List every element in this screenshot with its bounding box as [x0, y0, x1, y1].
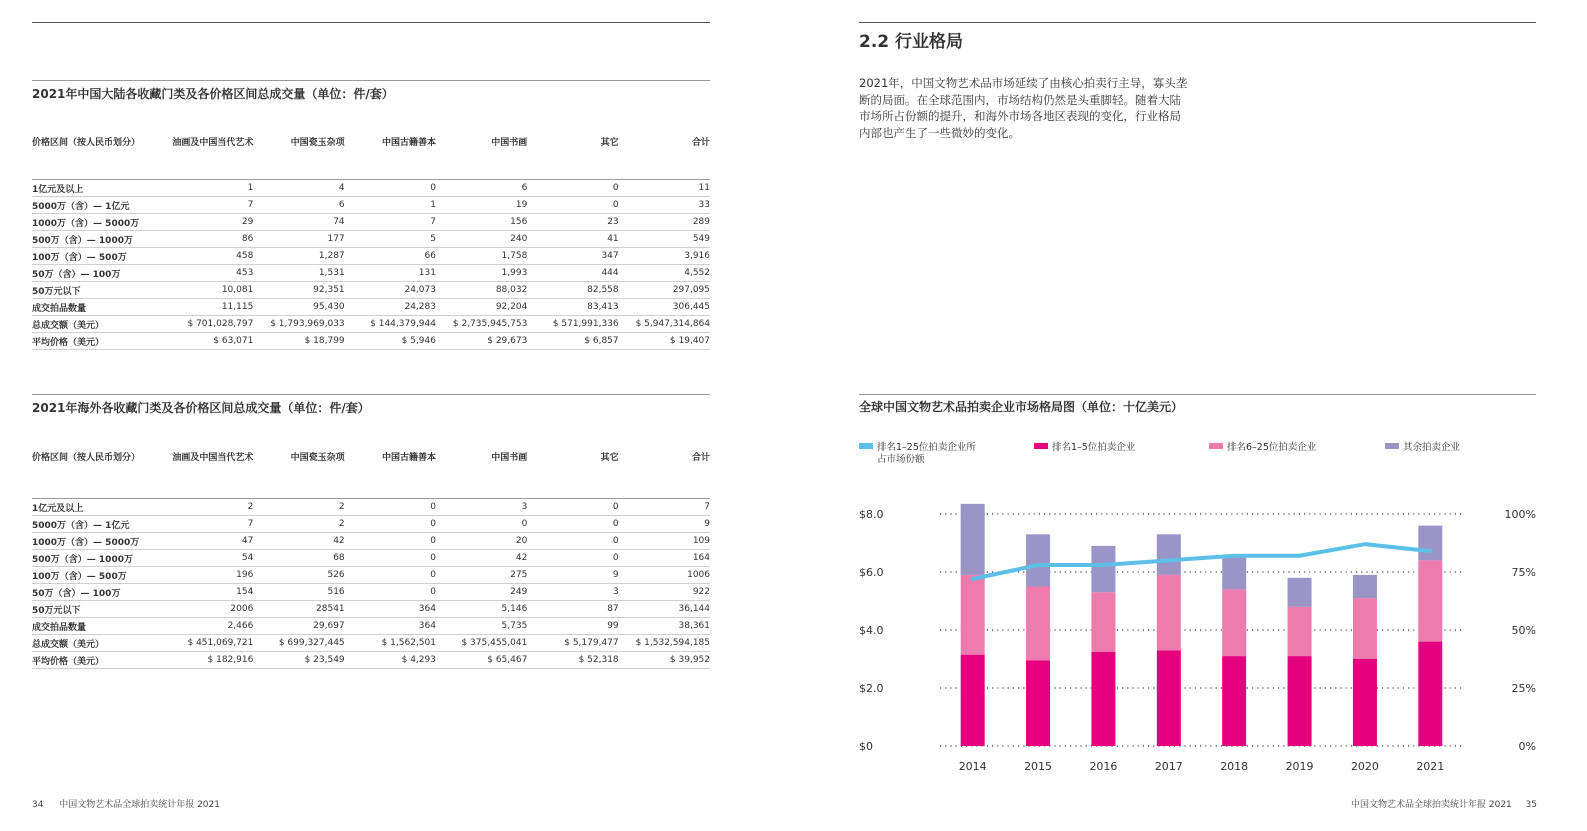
table1-rule [32, 80, 710, 81]
chart-rule [859, 394, 1536, 395]
table-cell: 0 [527, 516, 618, 533]
page-number-right: 35 [1525, 800, 1537, 810]
bar-segment [1418, 560, 1442, 641]
y2-tick-label: 100% [1504, 508, 1536, 521]
table-cell: 41 [527, 231, 618, 248]
table-row [32, 197, 710, 214]
table-row [32, 316, 710, 333]
table2-header-3: 中国古籍善本 [381, 453, 436, 463]
table-cell: 164 [619, 550, 710, 567]
table-cell: 364 [345, 618, 436, 635]
table-cell: 99 [527, 618, 618, 635]
x-tick-label: 2020 [1350, 760, 1379, 773]
table-cell: 177 [253, 231, 344, 248]
legend-swatch [1209, 443, 1223, 449]
table-row [32, 248, 710, 265]
table-cell: 7 [162, 516, 253, 533]
table-cell: $ 6,857 [527, 333, 618, 350]
body-paragraph: 2021年，中国文物艺术品市场延续了由核心拍卖行主导，寡头垄断的局面。在全球范围内，市场结构仍然是头重脚轻。随着大陆市场所占份额的提升，和海外市场各地区表现的变化，行业格局内部也产生了一些微妙的变化。 [859, 76, 1188, 140]
table-cell: 154 [162, 584, 253, 601]
table-cell: 526 [253, 567, 344, 584]
table-cell: 0 [345, 567, 436, 584]
table-cell: $ 1,562,501 [345, 635, 436, 652]
table1 [32, 135, 710, 350]
table-cell: 0 [527, 197, 618, 214]
table-cell: 83,413 [527, 299, 618, 316]
table-cell: $ 701,028,797 [162, 316, 253, 333]
table-cell: 4 [253, 180, 344, 197]
bar-segment [1026, 660, 1050, 746]
table-cell: 196 [162, 567, 253, 584]
table1-header-6: 合计 [691, 138, 710, 148]
table-row [32, 601, 710, 618]
table2 [32, 450, 710, 669]
table-cell: 92,351 [253, 282, 344, 299]
table-cell: 922 [619, 584, 710, 601]
table-cell: 42 [436, 550, 527, 567]
table-cell: 1 [345, 197, 436, 214]
row-label: 1亿元及以上 [32, 180, 162, 197]
table-cell: $ 5,946 [345, 333, 436, 350]
bar-segment [1026, 587, 1050, 661]
y-tick-label: $6.0 [859, 566, 884, 579]
legend-label-cont: 占市场份额 [877, 454, 925, 465]
table2-header-2: 中国瓷玉杂项 [290, 453, 345, 463]
row-label: 5000万（含）— 1亿元 [32, 516, 162, 533]
y-tick-label: $2.0 [859, 682, 884, 695]
table-cell: 92,204 [436, 299, 527, 316]
table-cell: $ 699,327,445 [253, 635, 344, 652]
y-tick-label: $0 [859, 740, 873, 753]
table-cell: 1 [162, 180, 253, 197]
table2-header-5: 其它 [600, 453, 619, 463]
table-cell: $ 375,455,041 [436, 635, 527, 652]
legend-swatch [1034, 443, 1048, 449]
bar-segment [1157, 575, 1181, 650]
table-cell: 0 [527, 550, 618, 567]
bar-segment [1026, 534, 1050, 586]
x-tick-label: 2021 [1416, 760, 1445, 773]
table-row [32, 333, 710, 350]
table-cell: 11,115 [162, 299, 253, 316]
table-cell: $ 29,673 [436, 333, 527, 350]
table-cell: 306,445 [619, 299, 710, 316]
table-cell: 7 [345, 214, 436, 231]
table-cell: 11 [619, 180, 710, 197]
table-cell: 87 [527, 601, 618, 618]
table-cell: 4,552 [619, 265, 710, 282]
table-row [32, 282, 710, 299]
table-cell: 29 [162, 214, 253, 231]
row-label: 50万元以下 [32, 601, 162, 618]
table1-title: 2021年中国大陆各收藏门类及各价格区间总成交量（单位：件/套） [32, 87, 394, 101]
table-cell: 9 [619, 516, 710, 533]
table2-header-row [32, 450, 710, 470]
bar-segment [1288, 578, 1312, 607]
table-row [32, 533, 710, 550]
legend-swatch [1385, 443, 1399, 449]
table-cell: 364 [345, 601, 436, 618]
table-cell: $ 63,071 [162, 333, 253, 350]
table-cell: $ 52,318 [527, 652, 618, 669]
bar-segment [1091, 652, 1115, 746]
table-cell: 0 [527, 533, 618, 550]
bar-segment [1091, 546, 1115, 592]
table-cell: $ 1,532,594,185 [619, 635, 710, 652]
table2-header-4: 中国书画 [491, 453, 528, 463]
table-cell: 28541 [253, 601, 344, 618]
chart-title: 全球中国文物艺术品拍卖企业市场格局图（单位：十亿美元） [859, 400, 1184, 414]
row-label: 1000万（含）— 5000万 [32, 533, 162, 550]
table-cell: $ 144,379,944 [345, 316, 436, 333]
y-tick-label: $4.0 [859, 624, 884, 637]
table-cell: 95,430 [253, 299, 344, 316]
right-page [780, 0, 1587, 831]
table-cell: $ 18,799 [253, 333, 344, 350]
table1-header-2: 中国瓷玉杂项 [290, 138, 345, 148]
y2-tick-label: 50% [1511, 624, 1536, 637]
table-row [32, 265, 710, 282]
table1-header-0: 价格区间（按人民币划分） [32, 138, 141, 148]
table-cell: 23 [527, 214, 618, 231]
row-label: 100万（含）— 500万 [32, 567, 162, 584]
table-cell: 0 [345, 550, 436, 567]
table-cell: 1,993 [436, 265, 527, 282]
table-cell: 249 [436, 584, 527, 601]
page-number-left: 34 [32, 800, 44, 810]
table-cell: 549 [619, 231, 710, 248]
table2-header-0: 价格区间（按人民币划分） [32, 453, 141, 463]
table-cell: $ 23,549 [253, 652, 344, 669]
row-label: 1亿元及以上 [32, 499, 162, 516]
table-cell: 2 [253, 516, 344, 533]
table-cell: $ 65,467 [436, 652, 527, 669]
y2-tick-label: 0% [1518, 740, 1536, 753]
row-label: 成交拍品数量 [32, 299, 162, 316]
bar-segment [1288, 607, 1312, 656]
table-cell: 3 [527, 584, 618, 601]
bar-segment [1353, 659, 1377, 746]
table-cell: 3,916 [619, 248, 710, 265]
bar-segment [1222, 589, 1246, 656]
table-cell: 458 [162, 248, 253, 265]
table-cell: 1,531 [253, 265, 344, 282]
table-row [32, 214, 710, 231]
bar-segment [1418, 526, 1442, 561]
bar-segment [961, 504, 985, 575]
table-cell: 86 [162, 231, 253, 248]
x-tick-label: 2019 [1285, 760, 1314, 773]
table-cell: 82,558 [527, 282, 618, 299]
table-cell: 24,073 [345, 282, 436, 299]
x-tick-label: 2017 [1154, 760, 1183, 773]
table1-header-1: 油画及中国当代艺术 [172, 138, 254, 148]
row-label: 总成交额（美元） [32, 635, 162, 652]
table-cell: 109 [619, 533, 710, 550]
bar-segment [1418, 642, 1442, 746]
table-cell: 24,283 [345, 299, 436, 316]
table2-header-1: 油画及中国当代艺术 [172, 453, 254, 463]
table-cell: 516 [253, 584, 344, 601]
table-cell: 2 [253, 499, 344, 516]
table-cell: 19 [436, 197, 527, 214]
table-cell: 0 [345, 499, 436, 516]
table-cell: 2006 [162, 601, 253, 618]
legend-label: 其余拍卖企业 [1403, 442, 1461, 453]
table-row [32, 635, 710, 652]
table-cell: $ 451,069,721 [162, 635, 253, 652]
table-cell: 0 [436, 516, 527, 533]
table2-rule [32, 394, 710, 395]
legend-label: 排名1–25位拍卖企业所 [877, 442, 976, 453]
table1-header-3: 中国古籍善本 [381, 138, 436, 148]
x-tick-label: 2016 [1089, 760, 1118, 773]
table-row [32, 299, 710, 316]
bar-segment [961, 655, 985, 746]
table-cell: 297,095 [619, 282, 710, 299]
bar-segment [961, 575, 985, 655]
table-cell: $ 5,947,314,864 [619, 316, 710, 333]
table-cell: $ 19,407 [619, 333, 710, 350]
table-cell: 0 [345, 516, 436, 533]
row-label: 50万（含）— 100万 [32, 265, 162, 282]
table-cell: 29,697 [253, 618, 344, 635]
table-row [32, 516, 710, 533]
table-cell: 1006 [619, 567, 710, 584]
table-cell: 2 [162, 499, 253, 516]
bar-segment [1288, 656, 1312, 746]
row-label: 500万（含）— 1000万 [32, 231, 162, 248]
table-cell: 66 [345, 248, 436, 265]
table-cell: 0 [345, 180, 436, 197]
bar-segment [1353, 598, 1377, 659]
section-heading: 2.2 行业格局 [859, 32, 964, 52]
table-cell: 20 [436, 533, 527, 550]
x-tick-label: 2018 [1220, 760, 1249, 773]
row-label: 总成交额（美元） [32, 316, 162, 333]
table-cell: 68 [253, 550, 344, 567]
table-cell: 5,735 [436, 618, 527, 635]
table-cell: $ 571,991,336 [527, 316, 618, 333]
table-cell: 54 [162, 550, 253, 567]
table-cell: $ 4,293 [345, 652, 436, 669]
row-label: 5000万（含）— 1亿元 [32, 197, 162, 214]
bar-segment [1091, 592, 1115, 651]
bar-segment [1353, 575, 1377, 598]
table-row [32, 180, 710, 197]
table-cell: 0 [527, 499, 618, 516]
table-cell: 33 [619, 197, 710, 214]
table-cell: 275 [436, 567, 527, 584]
table-row [32, 584, 710, 601]
table-cell: 453 [162, 265, 253, 282]
legend-label: 排名6–25位拍卖企业 [1227, 442, 1317, 453]
row-label: 500万（含）— 1000万 [32, 550, 162, 567]
y2-tick-label: 25% [1511, 682, 1536, 695]
table-cell: 6 [436, 180, 527, 197]
x-tick-label: 2014 [958, 760, 987, 773]
bar-segment [1157, 650, 1181, 746]
table-row [32, 567, 710, 584]
table-cell: 347 [527, 248, 618, 265]
legend-label: 排名1–5位拍卖企业 [1052, 442, 1136, 453]
x-tick-label: 2015 [1024, 760, 1053, 773]
table-cell: $ 39,952 [619, 652, 710, 669]
table-cell: 9 [527, 567, 618, 584]
table-cell: 6 [253, 197, 344, 214]
table-cell: 156 [436, 214, 527, 231]
legend-swatch [859, 443, 873, 449]
footer-text-left: 中国文物艺术品全球拍卖统计年报 2021 [59, 800, 220, 810]
bar-segment [1222, 656, 1246, 746]
table2-title: 2021年海外各收藏门类及各价格区间总成交量（单位：件/套） [32, 401, 370, 415]
table-cell: 240 [436, 231, 527, 248]
table-cell: 5 [345, 231, 436, 248]
y-tick-label: $8.0 [859, 508, 884, 521]
row-label: 50万（含）— 100万 [32, 584, 162, 601]
table1-header-5: 其它 [600, 138, 619, 148]
table-row [32, 652, 710, 669]
row-label: 50万元以下 [32, 282, 162, 299]
bar-segment [1157, 534, 1181, 575]
footer-right [1351, 797, 1537, 810]
table1-header-4: 中国书画 [491, 138, 528, 148]
top-rule [32, 22, 710, 23]
table-cell: 42 [253, 533, 344, 550]
top-rule-right [859, 22, 1536, 23]
table-cell: 289 [619, 214, 710, 231]
table-row [32, 550, 710, 567]
table1-header-row [32, 135, 710, 155]
table-cell: 3 [436, 499, 527, 516]
table-cell: 10,081 [162, 282, 253, 299]
table-cell: 444 [527, 265, 618, 282]
row-label: 1000万（含）— 5000万 [32, 214, 162, 231]
table-cell: 2,466 [162, 618, 253, 635]
table-cell: 131 [345, 265, 436, 282]
y2-tick-label: 75% [1511, 566, 1536, 579]
bar-segment [1222, 556, 1246, 589]
table-cell: 38,361 [619, 618, 710, 635]
table-cell: $ 2,735,945,753 [436, 316, 527, 333]
table-cell: 1,758 [436, 248, 527, 265]
table-cell: $ 1,793,969,033 [253, 316, 344, 333]
table-cell: $ 5,179,477 [527, 635, 618, 652]
table-cell: 1,287 [253, 248, 344, 265]
footer-left [32, 797, 220, 810]
table-cell: 7 [162, 197, 253, 214]
table-cell: 0 [345, 584, 436, 601]
table-row [32, 618, 710, 635]
market-structure-chart [780, 430, 1587, 780]
row-label: 平均价格（美元） [32, 333, 162, 350]
table-cell: 0 [345, 533, 436, 550]
table-cell: 88,032 [436, 282, 527, 299]
table2-header-6: 合计 [691, 453, 710, 463]
table-cell: 7 [619, 499, 710, 516]
left-page [0, 0, 780, 831]
table-cell: 47 [162, 533, 253, 550]
table-row [32, 231, 710, 248]
row-label: 100万（含）— 500万 [32, 248, 162, 265]
footer-text-right: 中国文物艺术品全球拍卖统计年报 2021 [1351, 800, 1512, 810]
table-cell: $ 182,916 [162, 652, 253, 669]
table-cell: 5,146 [436, 601, 527, 618]
table-cell: 0 [527, 180, 618, 197]
row-label: 成交拍品数量 [32, 618, 162, 635]
table-cell: 74 [253, 214, 344, 231]
table-cell: 36,144 [619, 601, 710, 618]
row-label: 平均价格（美元） [32, 652, 162, 669]
table-row [32, 499, 710, 516]
